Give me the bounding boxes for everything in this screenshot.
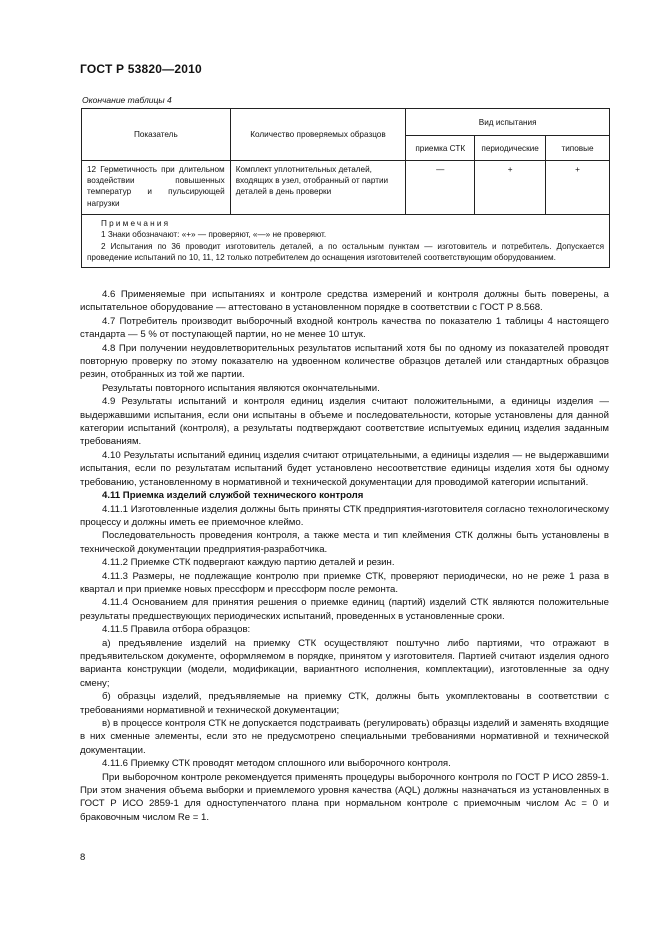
cell-periodic: +	[475, 161, 546, 215]
paragraph: 4.11.4 Основанием для принятия решения о приемке единиц (партий) изделий СТК являются положительные результаты предшествующих периодических испытаний, проведенных в установленные сроки.	[80, 597, 609, 622]
cell-indicator: 12 Герметичность при длительном воздействии повышенных температур и пульсирующей нагрузки	[82, 161, 231, 215]
column-header-count: Количество проверяемых образцов	[230, 109, 406, 161]
paragraph: 4.9 Результаты испытаний и контроля единиц изделия считают положительными, а единицы изделия — выдержавшими испытания, если они испытаны в объеме и последовательности, которые установлены для данной категории испытаний (контроля), а результаты подтверждают соответствие испытуемых единиц изделия заданным требованиям.	[80, 396, 609, 448]
paragraph: Последовательность проведения контроля, а также места и тип клеймения СТК должны быть установлены в технической документации предприятия-разработчика.	[80, 530, 609, 555]
paragraph: в) в процессе контроля СТК не допускается подстраивать (регулировать) образцы изделий и заменять входящие в них сменные элементы, если это не предусмотрено специальными требованиями нормативной и технической документации.	[80, 718, 609, 756]
paragraph: 4.11.3 Размеры, не подлежащие контролю при приемке СТК, проверяют периодически, но не реже 1 раза в квартал и при приемке новых прессформ и прессформ после ремонта.	[80, 570, 609, 595]
section-heading: 4.11 Приемка изделий службой технического контроля	[102, 490, 364, 502]
body-text	[80, 288, 609, 824]
paragraph: 4.11.1 Изготовленные изделия должны быть приняты СТК предприятия-изготовителя согласно технологическому процессу и должны иметь ее приемочное клеймо.	[80, 503, 609, 528]
paragraph: 4.11.2 Приемке СТК подвергают каждую партию деталей и резин.	[102, 557, 395, 569]
cell-acceptance: —	[406, 161, 475, 215]
paragraph: 4.7 Потребитель производит выборочный входной контроль качества по показателю 1 таблицы 4 настоящего стандарта — 5 % от поступающей партии, но не менее 10 штук.	[80, 315, 609, 341]
page-number: 8	[80, 852, 86, 863]
paragraph: Результаты повторного испытания являются окончательными.	[102, 382, 380, 394]
note-2: 2 Испытания по 36 проводит изготовитель деталей, а по остальным пунктам — изготовитель и потребитель. Допускается проведение испытаний по 10, 11, 12 только потребителем до оснащения изготовителей соответствующим оборудованием.	[87, 241, 604, 263]
paragraph: 4.11.5 Правила отбора образцов:	[102, 624, 251, 636]
notes-title: Примечания	[101, 219, 171, 228]
column-header-test-type: Вид испытания	[406, 109, 610, 136]
paragraph: 4.8 При получении неудовлетворительных результатов испытаний хотя бы по одному из показателей проводят повторную проверку по этому показателю на удвоенном количестве образцов деталей или стандартных образцов резин, отобранных из той же партии.	[80, 342, 609, 381]
column-header-type: типовые	[546, 136, 610, 161]
paragraph: 4.11.6 Приемку СТК проводят методом сплошного или выборочного контроля.	[102, 758, 451, 770]
document-header: ГОСТ Р 53820—2010	[80, 62, 202, 76]
paragraph: При выборочном контроле рекомендуется применять процедуры выборочного контроля по ГОСТ Р ИСО 2859-1. При этом значения объема выборки и приемлемого уровня качества (AQL) должны назначаться из установленных в ГОСТ Р ИСО 2859-1 для одноступенчатого плана при нормальном контроле с приемочным числом Ac = 0 и браковочным числом Re = 1.	[80, 771, 609, 823]
column-header-acceptance: приемка СТК	[406, 136, 475, 161]
table-caption: Окончание таблицы 4	[82, 95, 172, 105]
paragraph: 4.6 Применяемые при испытаниях и контроле средства измерений и контроля должны быть поверены, а испытательное оборудование — аттестовано в установленном порядке в соответствии с ГОСТ Р 8.568.	[80, 289, 609, 314]
cell-type: +	[546, 161, 610, 215]
table-row	[82, 161, 610, 215]
paragraph: а) предъявление изделий на приемку СТК осуществляют поштучно либо партиями, что отражают в предъявительском документе, оформляемом в порядке, принятом у изготовителя. Партией считают изделия одного варианта конструкции (модели, модификации, вариантного исполнения, комплектации), изготовленные за одну смену;	[80, 637, 609, 689]
table-notes	[82, 215, 610, 268]
note-1: 1 Знаки обозначают: «+» — проверяют, «—» не проверяют.	[101, 230, 327, 240]
paragraph: 4.10 Результаты испытаний единиц изделия считают отрицательными, а единицы изделия — не выдержавшими испытания, если по результатам испытаний будет установлено несоответствие единицы изделия хотя бы одному требованию, установленному в нормативной и технической документации для проводимой категории испытаний.	[80, 449, 609, 488]
column-header-periodic: периодические	[475, 136, 546, 161]
test-table	[81, 108, 610, 268]
paragraph: б) образцы изделий, предъявляемые на приемку СТК, должны быть укомплектованы в соответствии с требованиями нормативной и технической документации;	[80, 691, 609, 716]
cell-count: Комплект уплотнительных деталей, входящих в узел, отобранный от партии деталей в день проверки	[230, 161, 406, 215]
column-header-indicator: Показатель	[82, 109, 231, 161]
